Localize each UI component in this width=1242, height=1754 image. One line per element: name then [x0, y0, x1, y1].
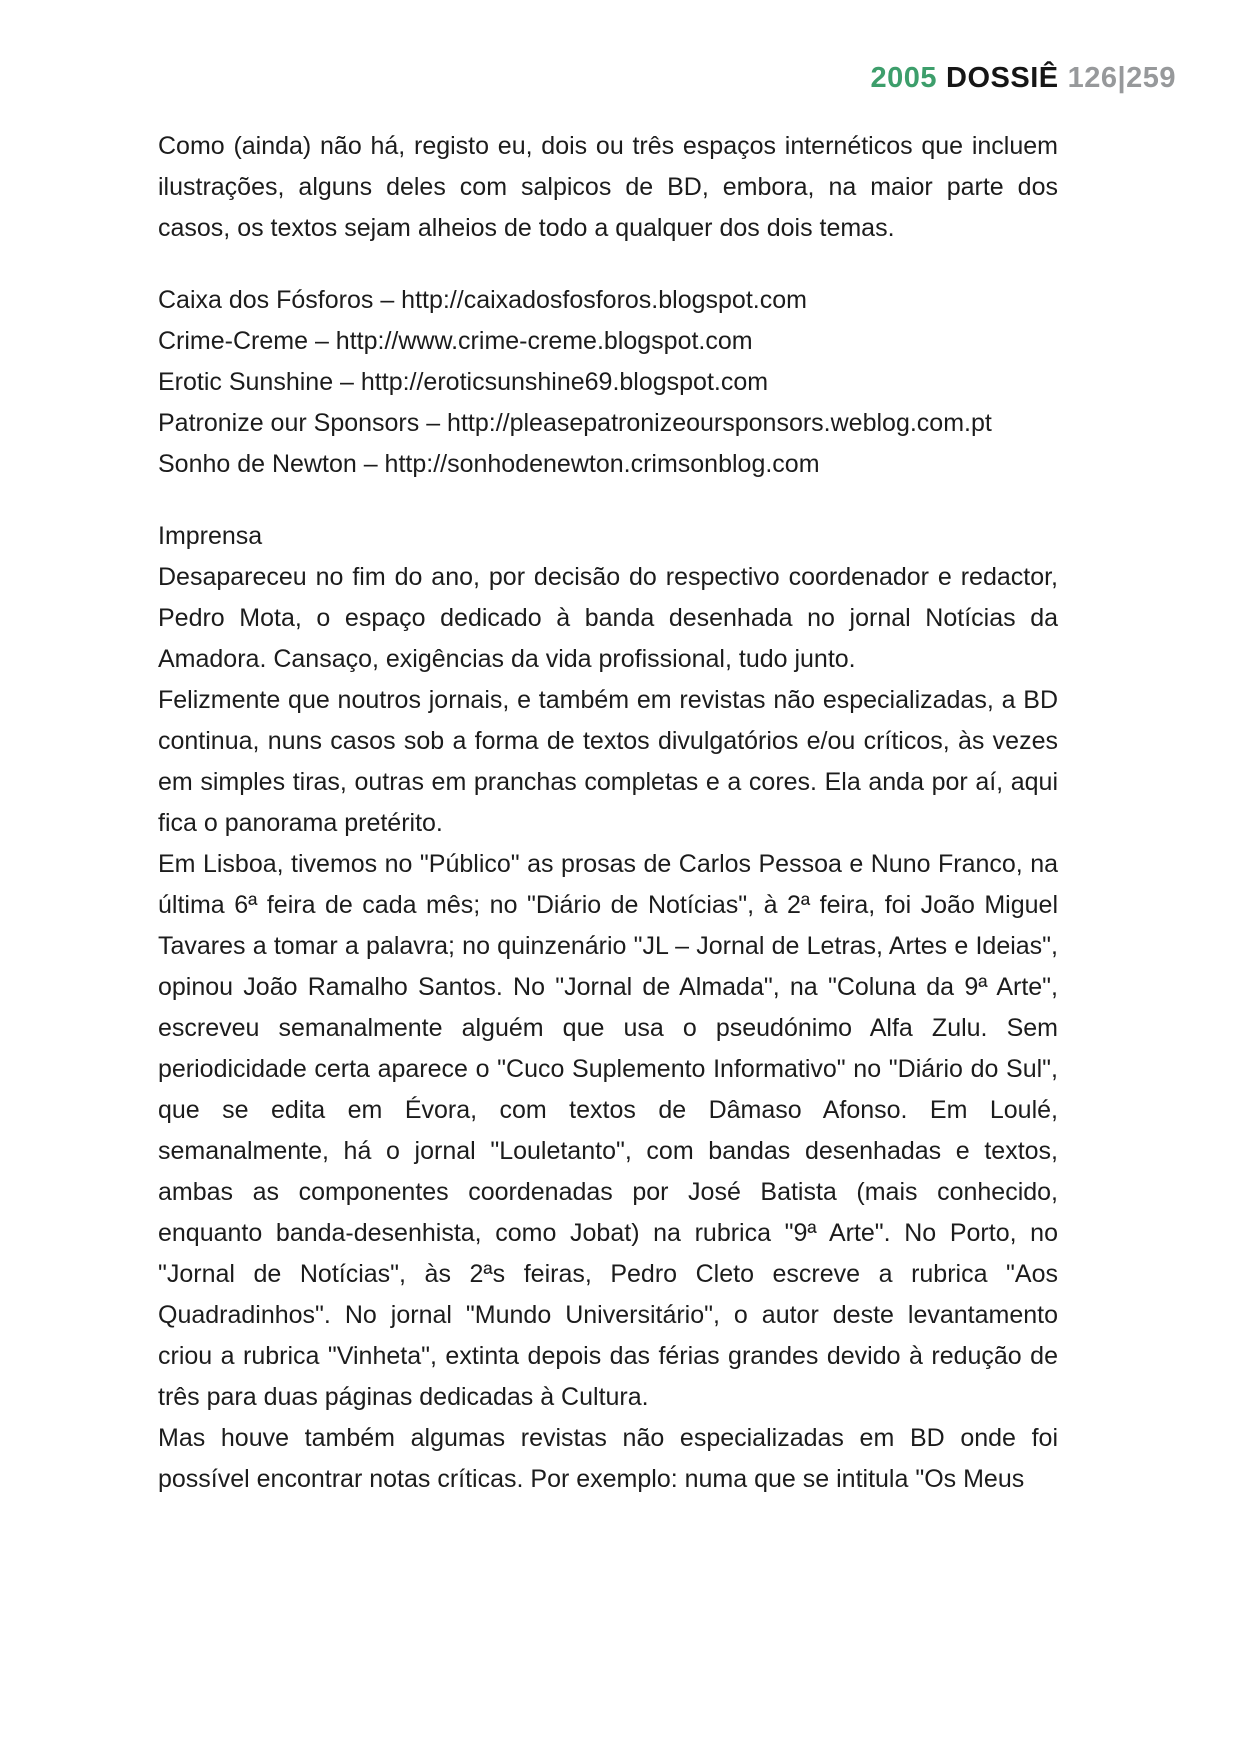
imprensa-paragraph-1: Desapareceu no fim do ano, por decisão do respectivo coordenador e redactor, Pedro Mota, o espaço dedicado à banda desenhada no jornal Notícias da Amadora. Cansaço, exigências da vida profissional, tudo junto.	[158, 563, 1058, 673]
header-page-number: 126|259	[1067, 62, 1176, 94]
intro-paragraph: Como (ainda) não há, registo eu, dois ou três espaços internéticos que incluem ilustrações, alguns deles com salpicos de BD, embora, na maior parte dos casos, os textos sejam alheios de todo a qualquer dos dois temas.	[158, 132, 1058, 242]
blog-link-patronize-our-sponsors: Patronize our Sponsors – http://pleasepatronizeoursponsors.weblog.com.pt	[158, 409, 992, 437]
imprensa-heading: Imprensa	[158, 522, 263, 550]
header-title: DOSSIÊ	[946, 62, 1059, 94]
page-header	[871, 62, 1177, 95]
blog-link-sonho-de-newton: Sonho de Newton – http://sonhodenewton.crimsonblog.com	[158, 450, 820, 478]
imprensa-paragraph-2: Felizmente que noutros jornais, e também em revistas não especializadas, a BD continua, nuns casos sob a forma de textos divulgatórios e/ou críticos, às vezes em simples tiras, outras em pranchas completas e a cores. Ela anda por aí, aqui fica o panorama pretérito.	[158, 686, 1058, 837]
blog-link-list	[158, 280, 1058, 485]
imprensa-paragraph-4: Mas houve também algumas revistas não especializadas em BD onde foi possível encontrar notas críticas. Por exemplo: numa que se intitula "Os Meus	[158, 1424, 1058, 1493]
document-body	[158, 126, 1058, 1500]
blog-link-erotic-sunshine: Erotic Sunshine – http://eroticsunshine69.blogspot.com	[158, 368, 769, 396]
imprensa-section	[158, 516, 1058, 1500]
imprensa-paragraph-3: Em Lisboa, tivemos no "Público" as prosas de Carlos Pessoa e Nuno Franco, na última 6ª feira de cada mês; no "Diário de Notícias", à 2ª feira, foi João Miguel Tavares a tomar a palavra; no quinzenário "JL – Jornal de Letras, Artes e Ideias", opinou João Ramalho Santos. No "Jornal de Almada", na "Coluna da 9ª Arte", escreveu semanalmente alguém que usa o pseudónimo Alfa Zulu. Sem periodicidade certa aparece o "Cuco Suplemento Informativo" no "Diário do Sul", que se edita em Évora, com textos de Dâmaso Afonso. Em Loulé, semanalmente, há o jornal "Louletanto", com bandas desenhadas e textos, ambas as componentes coordenadas por José Batista (mais conhecido, enquanto banda-desenhista, como Jobat) na rubrica "9ª Arte". No Porto, no "Jornal de Notícias", às 2ªs feiras, Pedro Cleto escreve a rubrica "Aos Quadradinhos". No jornal "Mundo Universitário", o autor deste levantamento criou a rubrica "Vinheta", extinta depois das férias grandes devido à redução de três para duas páginas dedicadas à Cultura.	[158, 850, 1058, 1411]
blog-link-crime-creme: Crime-Creme – http://www.crime-creme.blogspot.com	[158, 327, 753, 355]
blog-link-caixa-dos-fosforos: Caixa dos Fósforos – http://caixadosfosforos.blogspot.com	[158, 286, 807, 314]
header-year: 2005	[870, 62, 938, 94]
